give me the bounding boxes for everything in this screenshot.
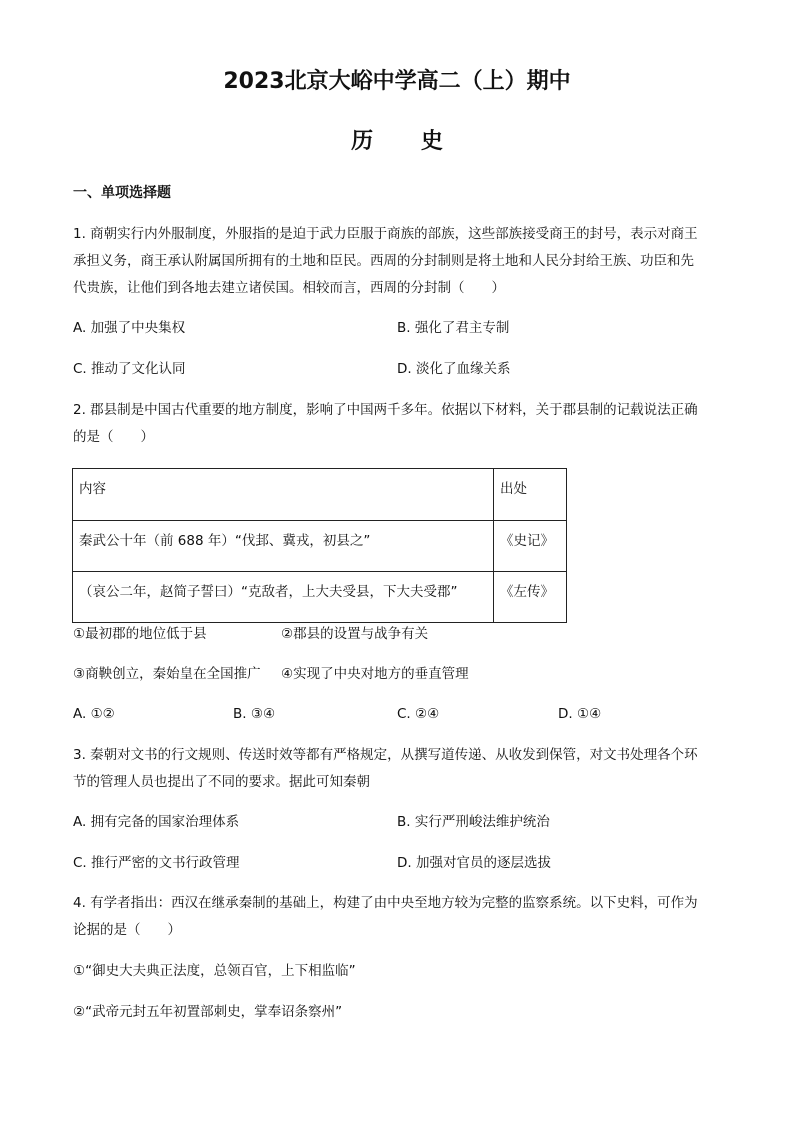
q3-option-d[interactable]: D. 加强对官员的逐层选拔 (397, 855, 551, 871)
q4-line-1: 4. 有学者指出：西汉在继承秦制的基础上，构建了由中央至地方较为完整的监察系统。以下史料，可作为 (73, 895, 698, 911)
q3-line-2: 节的管理人员也提出了不同的要求。据此可知秦朝 (73, 774, 370, 790)
q2-line-2: 的是（ ） (73, 429, 154, 445)
q1-line-1: 1. 商朝实行内外服制度，外服指的是迫于武力臣服于商族的部族，这些部族接受商王的封号，表示对商王 (73, 226, 698, 242)
table-cell-content: 秦武公十年（前 688 年）“伐邽、冀戎，初县之” (73, 521, 494, 572)
q3-option-c[interactable]: C. 推行严密的文书行政管理 (73, 855, 240, 871)
q1-option-a[interactable]: A. 加强了中央集权 (73, 320, 186, 336)
q2-statement-3: ③商鞅创立，秦始皇在全国推广 (73, 666, 261, 682)
q4-statement-2: ②“武帝元封五年初置部刺史，掌奉诏条察州” (73, 1004, 343, 1020)
q2-statement-1: ①最初郡的地位低于县 (73, 626, 207, 642)
table-header-source: 出处 (494, 469, 567, 521)
q2-option-b[interactable]: B. ③④ (233, 706, 276, 722)
subject-title: 历 史 (351, 129, 443, 154)
q1-option-b[interactable]: B. 强化了君主专制 (397, 320, 510, 336)
exam-title: 2023北京大峪中学高二（上）期中 (223, 69, 571, 94)
table-row (73, 521, 567, 572)
q2-line-1: 2. 郡县制是中国古代重要的地方制度，影响了中国两千多年。依据以下材料，关于郡县制的记载说法正确 (73, 402, 698, 418)
q3-option-b[interactable]: B. 实行严刑峻法维护统治 (397, 814, 550, 830)
q2-option-d[interactable]: D. ①④ (558, 706, 602, 722)
q4-statement-1: ①“御史大夫典正法度，总领百官，上下相监临” (73, 963, 356, 979)
q1-line-2: 承担义务，商王承认附属国所拥有的土地和臣民。西周的分封制则是将土地和人民分封给王族、功臣和先 (73, 253, 694, 269)
table-header-row (73, 469, 567, 521)
table-header-content: 内容 (73, 469, 494, 521)
q3-line-1: 3. 秦朝对文书的行文规则、传送时效等都有严格规定，从撰写道传递、从收发到保管，对文书处理各个环 (73, 747, 698, 763)
table-cell-content: （哀公二年，赵简子誓曰）“克敌者，上大夫受县，下大夫受郡” (73, 572, 494, 623)
section-heading: 一、单项选择题 (73, 185, 171, 201)
q2-option-a[interactable]: A. ①② (73, 706, 115, 722)
q2-statement-2: ②郡县的设置与战争有关 (281, 626, 429, 642)
q3-option-a[interactable]: A. 拥有完备的国家治理体系 (73, 814, 240, 830)
table-cell-source: 《左传》 (494, 572, 567, 623)
source-table (72, 468, 567, 623)
q1-line-3: 代贵族，让他们到各地去建立诸侯国。相较而言，西周的分封制（ ） (73, 280, 505, 296)
q1-option-d[interactable]: D. 淡化了血缘关系 (397, 361, 511, 377)
q2-statement-4: ④实现了中央对地方的垂直管理 (281, 666, 469, 682)
q1-option-c[interactable]: C. 推动了文化认同 (73, 361, 186, 377)
q2-option-c[interactable]: C. ②④ (397, 706, 440, 722)
table-cell-source: 《史记》 (494, 521, 567, 572)
table-row (73, 572, 567, 623)
q4-line-2: 论据的是（ ） (73, 922, 181, 938)
